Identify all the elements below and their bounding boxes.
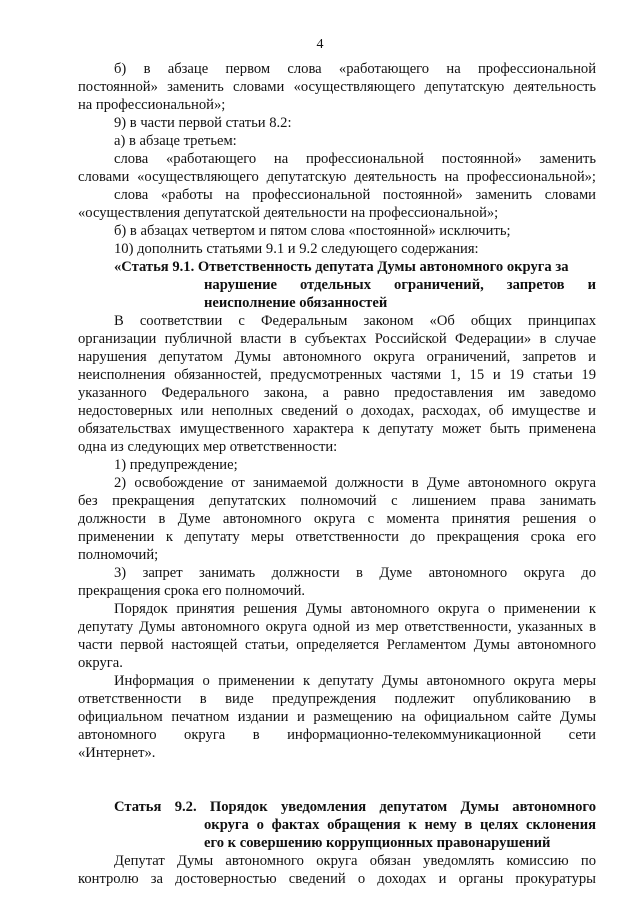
text-line: слова «работы на профессиональной постоянной» заменить словами: [114, 187, 596, 203]
text-line: автономного округа в информационно-телекоммуникационной сети: [78, 727, 596, 743]
text-line: на профессиональной»;: [78, 97, 226, 113]
text-line: нарушения депутатом Думы автономного округа ограничений, запретов и: [78, 349, 596, 365]
text-line: неисполнения обязанностей, предусмотренных частями 1, 15 и 19 статьи 19: [78, 367, 596, 383]
text-line: части первой настоящей статьи, определяется Регламентом Думы автономного: [78, 637, 596, 653]
article-heading-line: Статья 9.2. Порядок уведомления депутатом Думы автономного: [114, 799, 596, 815]
text-line: Депутат Думы автономного округа обязан уведомлять комиссию по: [114, 853, 596, 869]
text-line: прекращения срока его полномочий.: [78, 583, 306, 599]
text-line: недостоверных или неполных сведений о доходах, расходах, об имуществе и: [78, 403, 596, 419]
page-body: [78, 60, 596, 888]
article-heading-line: «Статья 9.1. Ответственность депутата Думы автономного округа за: [114, 259, 569, 275]
text-line: полномочий;: [78, 547, 159, 563]
page-number: 4: [316, 37, 324, 52]
text-line: б) в абзаце первом слова «работающего на профессиональной: [114, 61, 596, 77]
text-line: Порядок принятия решения Думы автономного округа о применении к: [114, 601, 596, 617]
text-line: организации публичной власти в субъектах Российской Федерации» в случае: [78, 331, 596, 347]
paragraph-spacer: [78, 762, 596, 798]
text-line: словами «осуществляющего депутатскую деятельность на профессиональной»;: [78, 169, 596, 185]
text-line: контролю за достоверностью сведений о доходах и органы прокуратуры: [78, 871, 596, 887]
text-line: 3) запрет занимать должности в Думе автономного округа до: [114, 565, 596, 581]
text-line: Информация о применении к депутату Думы автономного округа меры: [114, 673, 596, 689]
text-line: «осуществления депутатской деятельности на профессиональной»;: [78, 205, 499, 221]
text-line: официальном печатном издании и размещению на официальном сайте Думы: [78, 709, 596, 725]
text-line: без прекращения депутатских полномочий с лишением права занимать: [78, 493, 596, 509]
article-heading-line: неисполнение обязанностей: [204, 295, 388, 311]
text-line: 10) дополнить статьями 9.1 и 9.2 следующего содержания:: [114, 241, 479, 257]
text-line: должности в Думе автономного округа с момента принятия решения о: [78, 511, 596, 527]
text-line: постоянной» заменить словами «осуществляющего депутатскую деятельность: [78, 79, 596, 95]
text-line: депутату Думы автономного округа одной из мер ответственности, указанных в: [78, 619, 596, 635]
text-line: В соответствии с Федеральным законом «Об общих принципах: [114, 313, 596, 329]
article-heading-line: его к совершению коррупционных правонарушений: [204, 835, 551, 851]
text-line: применении к депутату меры ответственности до прекращения срока его: [78, 529, 596, 545]
text-line: ответственности в виде предупреждения подлежит опубликованию в: [78, 691, 596, 707]
article-heading-line: округа о фактах обращения к нему в целях склонения: [204, 817, 596, 833]
text-line: обязательствах имущественного характера к депутату может быть применена: [78, 421, 596, 437]
text-line: 1) предупреждение;: [114, 457, 238, 473]
text-line: округа.: [78, 655, 123, 671]
text-line: б) в абзацах четвертом и пятом слова «постоянной» исключить;: [114, 223, 511, 239]
text-line: одна из следующих мер ответственности:: [78, 439, 338, 455]
text-line: а) в абзаце третьем:: [114, 133, 237, 149]
text-line: 9) в части первой статьи 8.2:: [114, 115, 292, 131]
article-heading-line: нарушение отдельных ограничений, запретов и: [204, 277, 596, 293]
text-line: 2) освобождение от занимаемой должности в Думе автономного округа: [114, 475, 596, 491]
text-line: «Интернет».: [78, 745, 156, 761]
text-line: слова «работающего на профессиональной постоянной» заменить: [114, 151, 596, 167]
text-line: указанного Федерального закона, а равно предоставления им заведомо: [78, 385, 596, 401]
